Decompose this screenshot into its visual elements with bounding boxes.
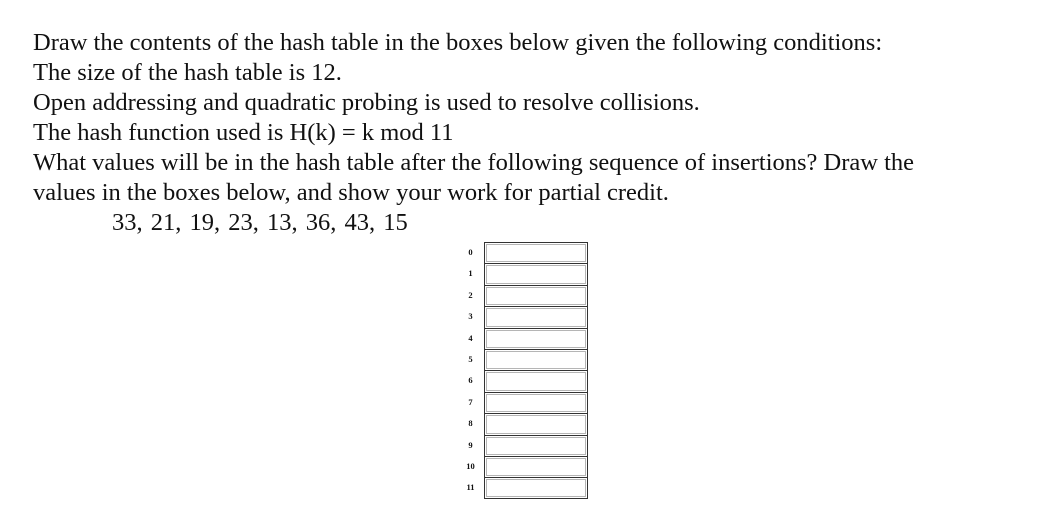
- slot-box[interactable]: [484, 435, 588, 456]
- slot-box[interactable]: [484, 306, 588, 327]
- hash-table-slot: [460, 456, 592, 477]
- hash-table-slot: [460, 242, 592, 263]
- hash-table-slot: [460, 328, 592, 349]
- slot-box[interactable]: [484, 263, 588, 284]
- hash-table-slot: [460, 477, 592, 498]
- slot-box[interactable]: [484, 370, 588, 391]
- slot-index: 11: [466, 482, 475, 493]
- slot-index: 1: [468, 268, 473, 279]
- hash-table-slot: [460, 370, 592, 391]
- question-line: What values will be in the hash table after the following sequence of insertions? Draw the: [33, 149, 915, 176]
- slot-box[interactable]: [484, 328, 588, 349]
- slot-index: 0: [468, 247, 473, 257]
- slot-box[interactable]: [484, 456, 588, 477]
- question-text: [33, 28, 1033, 208]
- slot-index: 3: [468, 311, 473, 322]
- hash-table-slot: [460, 435, 592, 456]
- hash-table: [460, 242, 592, 499]
- hash-table-slot: [460, 263, 592, 284]
- question-line: The size of the hash table is 12.: [33, 59, 342, 86]
- hash-table-slot: [460, 349, 592, 370]
- slot-index: 7: [468, 396, 473, 407]
- hash-table-slot: [460, 285, 592, 306]
- hash-table-slot: [460, 306, 592, 327]
- question-line: Open addressing and quadratic probing is used to resolve collisions.: [33, 89, 700, 116]
- slot-index: 8: [468, 418, 473, 429]
- slot-box[interactable]: [484, 242, 588, 263]
- slot-box[interactable]: [484, 285, 588, 306]
- slot-box[interactable]: [484, 477, 588, 498]
- question-line: Draw the contents of the hash table in the boxes below given the following conditions:: [33, 29, 883, 56]
- slot-index: 4: [468, 332, 473, 343]
- slot-index: 9: [468, 439, 473, 450]
- hash-table-slot: [460, 392, 592, 413]
- slot-box[interactable]: [484, 413, 588, 434]
- slot-index: 10: [466, 460, 475, 471]
- slot-index: 2: [468, 289, 473, 300]
- slot-box[interactable]: [484, 392, 588, 413]
- question-line: values in the boxes below, and show your work for partial credit.: [33, 179, 669, 206]
- question-line: The hash function used is H(k) = k mod 11: [33, 119, 454, 146]
- hash-table-slot: [460, 413, 592, 434]
- slot-index: 6: [468, 375, 473, 386]
- insertion-sequence: 33, 21, 19, 23, 13, 36, 43, 15: [112, 209, 408, 236]
- slot-index: 5: [468, 353, 473, 364]
- slot-box[interactable]: [484, 349, 588, 370]
